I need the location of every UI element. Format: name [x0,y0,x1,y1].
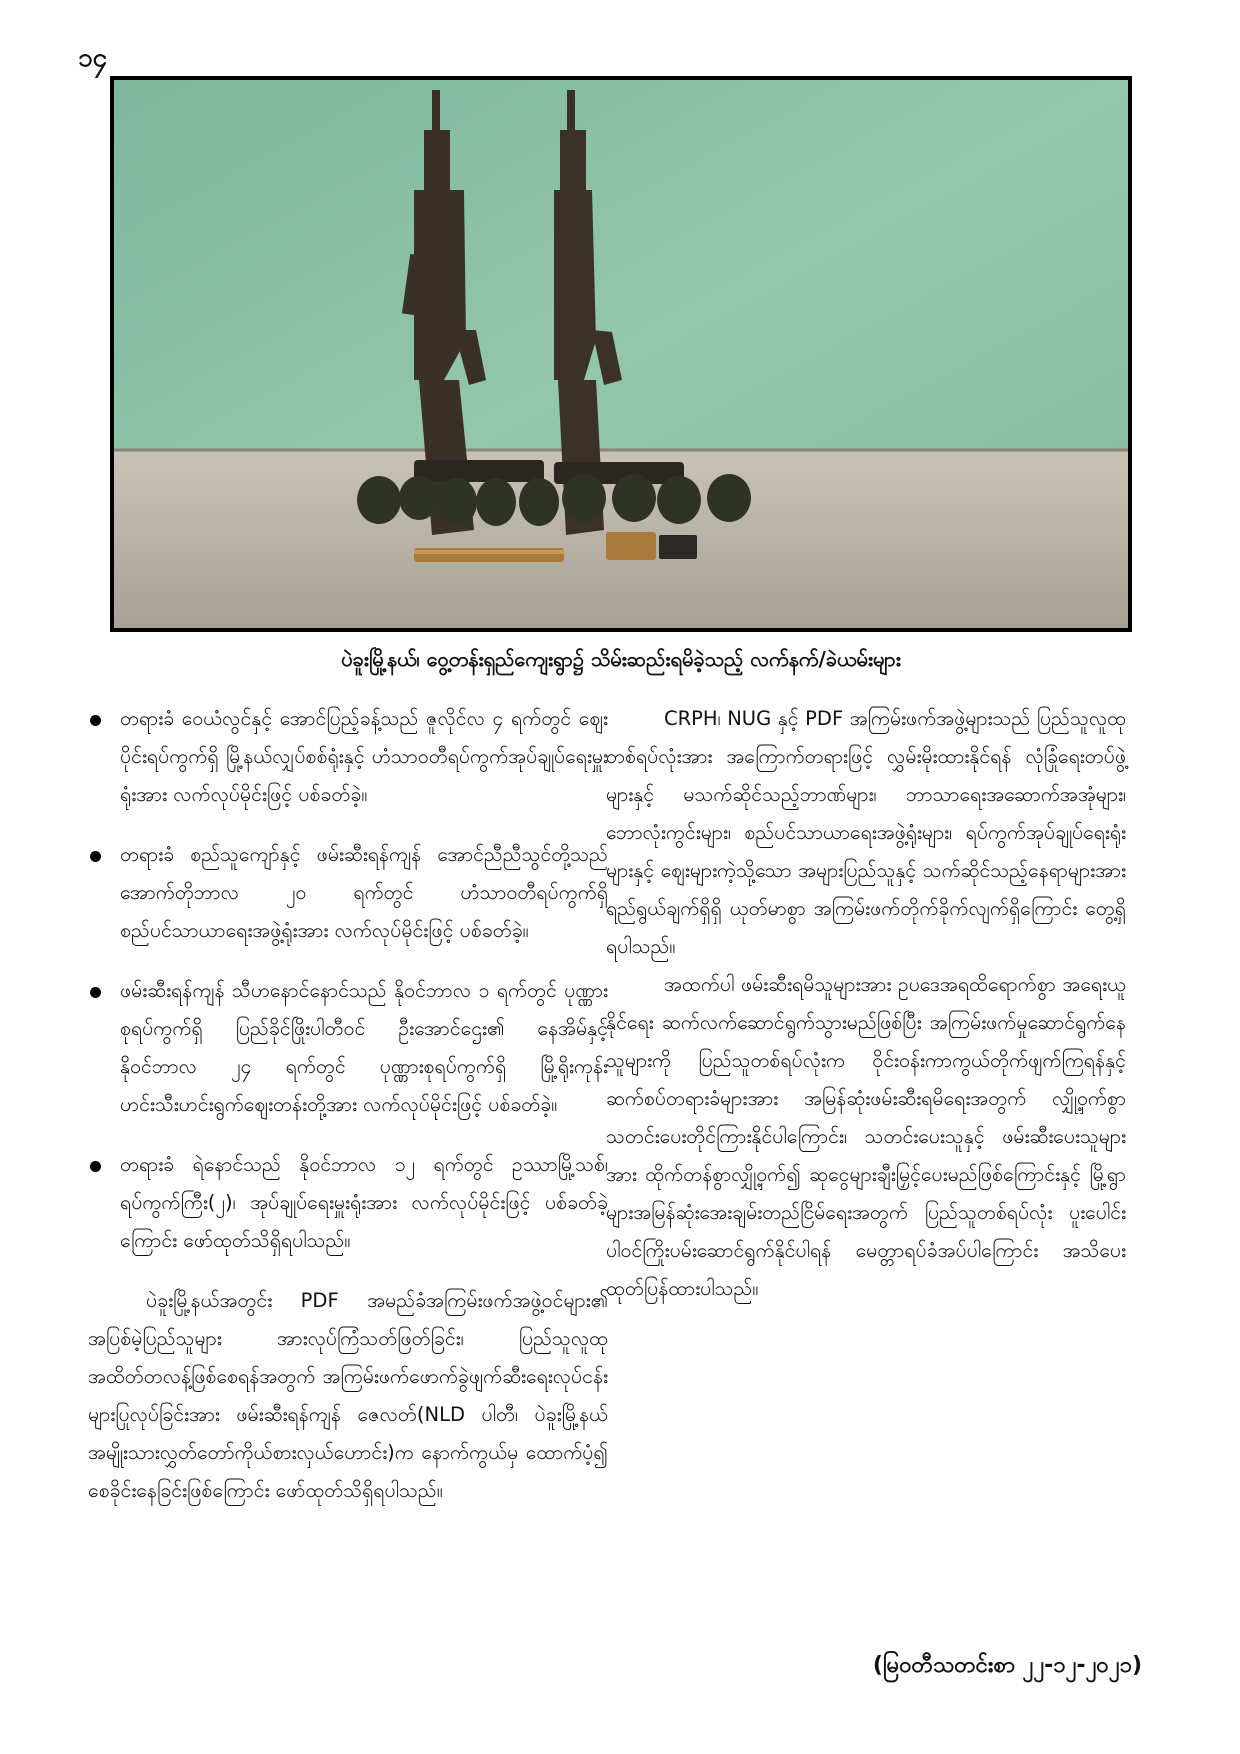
photo-caption: ပဲခူးမြို့နယ်၊ ဝွေ့တန်းရှည်ကျေးရွာ၌ သိမ်းဆည်းရမိခဲ့သည့် လက်နက်/ခဲယမ်းများ [341,647,901,671]
source-citation: (မြဝတီသတင်းစာ ၂၂-၁၂-၂၀၂၁) [872,1653,1142,1678]
list-item: တရားခံ ရဲနောင်သည် နိုဝင်ဘာလ ၁၂ ရက်တွင် ဥဿာမြို့သစ်၊ ရပ်ကွက်ကြီး(၂)၊ အုပ်ချုပ်ရေးမှူးရုံးအား လက်လုပ်မိုင်းဖြင့် ပစ်ခတ်ခဲ့ကြောင်း ဖော်ထုတ်သိရှိရပါသည်။ [88,1146,608,1260]
body-paragraph: အထက်ပါ ဖမ်းဆီးရမိသူများအား ဥပဒေအရထိရောက်စွာ အရေးယူနိုင်ရေး ဆက်လက်ဆောင်ရွက်သွားမည်ဖြစ်ပြီး အကြမ်းဖက်မှုဆောင်ရွက်နေသူများကို ပြည်သူတစ်ရပ်လုံးက ဝိုင်းဝန်းကာကွယ်တိုက်ဖျက်ကြရန်နှင့် ဆက်စပ်တရားခံများအား အမြန်ဆုံးဖမ်းဆီးရမိရေးအတွက် လျှို့ဝှက်စွာသတင်းပေးတိုင်ကြားနိုင်ပါကြောင်း၊ သတင်းပေးသူနှင့် ဖမ်းဆီးပေးသူများအား ထိုက်တန်စွာလျှို့ဝှက်၍ ဆုငွေများချီးမြှင့်ပေးမည်ဖြစ်ကြောင်းနှင့် မြို့ရွာများအမြန်ဆုံးအေးချမ်းတည်ငြိမ်ရေးအတွက် ပြည်သူတစ်ရပ်လုံး ပူးပေါင်းပါဝင်ကြိုးပမ်းဆောင်ရွက်နိုင်ပါရန် မေတ္တာရပ်ခံအပ်ပါကြောင်း အသိပေးထုတ်ပြန်ထားပါသည်။ [606,973,1126,1300]
right-column [606,700,1126,1308]
evidence-photo [110,76,1132,632]
body-paragraph: ပဲခူးမြို့နယ်အတွင်း PDF အမည်ခံအကြမ်းဖက်အဖွဲ့ဝင်များ၏ အပြစ်မဲ့ပြည်သူများ အားလုပ်ကြံသတ်ဖြတ်ခြင်း၊ ပြည်သူလူထုအထိတ်တလန့်ဖြစ်စေရန်အတွက် အကြမ်းဖက်ဖောက်ခွဲဖျက်ဆီးရေးလုပ်ငန်းများပြုလုပ်ခြင်းအား ဖမ်းဆီးရန်ကျန် ဇေလတ်(NLD ပါတီ၊ ပဲခူးမြို့နယ် အမျိုးသားလွှတ်တော်ကိုယ်စားလှယ်ဟောင်း)က နောက်ကွယ်မှ ထောက်ပံ့၍ စေခိုင်းနေခြင်းဖြစ်ကြောင်း ဖော်ထုတ်သိရှိရပါသည်။ [88,1289,608,1502]
list-item: ဖမ်းဆီးရန်ကျန် သီဟနောင်နောင်သည် နိုဝင်ဘာလ ၁ ရက်တွင် ပုဏ္ဏားစုရပ်ကွက်ရှိ ပြည်ခိုင်ဖြိုးပါတီဝင် ဦးအောင်ဌေး၏ နေအိမ်နှင့် နိုဝင်ဘာလ ၂၄ ရက်တွင် ပုဏ္ဏားစုရပ်ကွက်ရှိ မြို့ရိုးကုန်းဟင်းသီးဟင်းရွက်ဈေးတန်းတို့အား လက်လုပ်မိုင်းဖြင့် ပစ်ခတ်ခဲ့။ [88,972,608,1124]
list-item: တရားခံ ဝေယံလွင်နှင့် အောင်ပြည့်ခန့်သည် ဇူလိုင်လ ၄ ရက်တွင် ဈေးပိုင်းရပ်ကွက်ရှိ မြို့နယ်လျှပ်စစ်ရုံးနှင့် ဟံသာဝတီရပ်ကွက်အုပ်ချုပ်ရေးမှူးရုံးအား လက်လုပ်မိုင်းဖြင့် ပစ်ခတ်ခဲ့။ [88,700,608,814]
list-item: တရားခံ စည်သူကျော်နှင့် ဖမ်းဆီးရန်ကျန် အောင်ညီညီသွင်တို့သည် အောက်တိုဘာလ ၂၀ ရက်တွင် ဟံသာဝတီရပ်ကွက်ရှိ စည်ပင်သာယာရေးအဖွဲ့ရုံးအား လက်လုပ်မိုင်းဖြင့် ပစ်ခတ်ခဲ့။ [88,836,608,950]
page-number: ၁၄ [78,43,108,73]
body-paragraph: CRPH၊ NUG နှင့် PDF အကြမ်းဖက်အဖွဲ့များသည် ပြည်သူလူထုတစ်ရပ်လုံးအား အကြောက်တရားဖြင့် လွှမ်းမိုးထားနိုင်ရန် လုံခြုံရေးတပ်ဖွဲ့များနှင့် မသက်ဆိုင်သည့်ဘာဏ်များ၊ ဘာသာရေးအဆောက်အအုံများ၊ ဘောလုံးကွင်းများ၊ စည်ပင်သာယာရေးအဖွဲ့ရုံးများ၊ ရပ်ကွက်အုပ်ချုပ်ရေးရုံးများနှင့် ဈေးများကဲ့သို့သော အများပြည်သူနှင့် သက်ဆိုင်သည့်နေရာများအား ရည်ရွယ်ချက်ရှိရှိ ယုတ်မာစွာ အကြမ်းဖက်တိုက်ခိုက်လျက်ရှိကြောင်း တွေ့ရှိရပါသည်။ [606,707,1126,958]
left-column [88,700,608,1510]
seized-weapons-image [114,80,1128,628]
incident-list [88,700,608,1260]
magazine-icon [414,460,544,482]
